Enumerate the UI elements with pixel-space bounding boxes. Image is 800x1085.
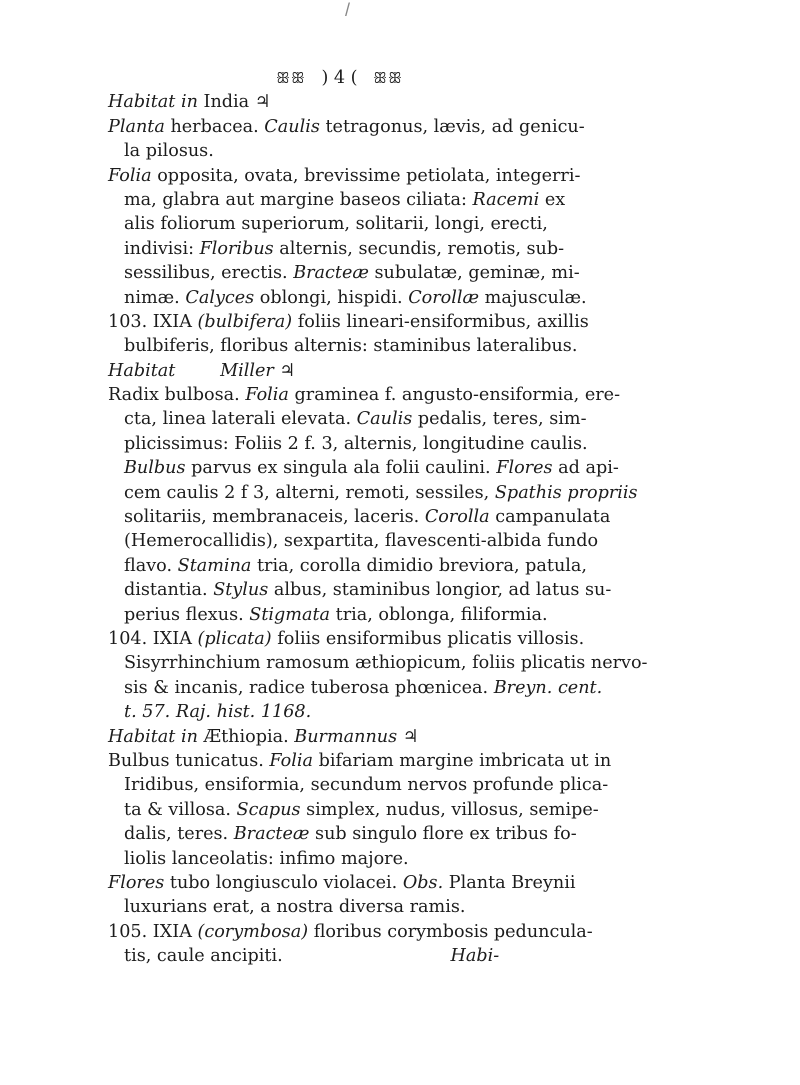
text-run: (bulbifera): [197, 311, 298, 332]
text-run: sub singulo flore ex tribus fo-: [315, 824, 577, 845]
text-run: Caulis: [356, 409, 418, 430]
text-line: [108, 920, 750, 944]
text-run: Bulbus tunicatus.: [108, 750, 270, 771]
text-run: indivisi:: [124, 238, 200, 259]
page-header: [108, 66, 750, 90]
text-line: [108, 90, 750, 114]
text-run: Racemi: [472, 189, 545, 210]
text-run: tubo longiusculo violacei.: [169, 872, 403, 893]
text-run: Flores: [496, 458, 559, 479]
text-run: Habi-: [450, 946, 500, 967]
text-run: Planta Breynii: [448, 872, 576, 893]
text-run: luxurians erat, a nostra diversa ramis.: [124, 897, 466, 918]
text-run: Sisyrrhinchium ramosum æthiopicum, foliis plicatis nervo-: [124, 653, 648, 674]
text-run: (plicata): [197, 628, 278, 649]
text-run: simplex, nudus, villosus, semipe-: [306, 799, 599, 820]
text-line: [108, 627, 750, 651]
text-run: Breyn. cent.: [493, 677, 603, 698]
text-run: Obs.: [402, 872, 449, 893]
text-line: [108, 237, 750, 261]
text-run: albus, staminibus longior, ad latus su-: [273, 580, 612, 601]
header-ornament-left: ꕥꕥ: [276, 69, 306, 87]
text-run: Corolla: [424, 507, 496, 528]
text-run: Stylus: [213, 580, 274, 601]
text-run: nimæ.: [124, 287, 186, 308]
text-line: [108, 676, 750, 700]
text-line: [108, 822, 750, 846]
text-run: bulbiferis, floribus alternis: staminibus lateralibus.: [124, 336, 578, 357]
text-line: [108, 334, 750, 358]
text-run: herbacea.: [170, 116, 265, 137]
text-run: Habitat in: [108, 726, 204, 747]
text-run: Spathis propriis: [494, 482, 638, 503]
page-edge-mark: /: [345, 0, 351, 20]
page-number: ) 4 (: [321, 68, 358, 88]
text-run: oblongi, hispidi.: [259, 287, 409, 308]
text-run: ad api-: [558, 458, 619, 479]
text-run: dalis, teres.: [124, 824, 234, 845]
text-run: tria, corolla dimidio breviora, patula,: [256, 555, 588, 576]
text-run: ex: [544, 189, 566, 210]
text-run: t. 57. Raj. hist. 1168.: [124, 702, 312, 723]
text-run: Calyces: [185, 287, 260, 308]
text-run: Bracteæ: [233, 824, 316, 845]
text-line: [108, 115, 750, 139]
text-run: Radix bulbosa.: [108, 385, 246, 406]
text-run: foliis ensiformibus plicatis villosis.: [277, 628, 585, 649]
text-run: Habitat Miller: [108, 360, 280, 381]
text-run: campanulata: [495, 507, 611, 528]
text-run: alis foliorum superiorum, solitarii, longi, erecti,: [124, 214, 548, 235]
text-run: graminea f. angusto-ensiformia, ere-: [294, 385, 621, 406]
text-line: [108, 847, 750, 871]
book-page: [108, 66, 750, 968]
text-line: [108, 578, 750, 602]
text-run: ma, glabra aut margine baseos ciliata:: [124, 189, 473, 210]
text-run: opposita, ovata, brevissime petiolata, integerri-: [157, 165, 581, 186]
text-line: [108, 725, 750, 749]
text-line: [108, 188, 750, 212]
text-line: [108, 871, 750, 895]
text-run: tetragonus, lævis, ad genicu-: [325, 116, 585, 137]
text-run: Scapus: [236, 799, 307, 820]
text-line: [108, 798, 750, 822]
text-body: [108, 90, 750, 968]
text-run: cem caulis 2 f 3, alterni, remoti, sessiles,: [124, 482, 495, 503]
text-run: Folia: [245, 385, 295, 406]
text-line: [108, 944, 750, 968]
text-line: [108, 407, 750, 431]
text-line: [108, 529, 750, 553]
text-run: tis, caule ancipiti.: [124, 946, 451, 967]
text-line: [108, 212, 750, 236]
text-run: ♃: [279, 360, 296, 381]
text-run: sis & incanis, radice tuberosa phœnicea.: [124, 677, 494, 698]
text-run: (Hemerocallidis), sexpartita, flavescenti-albida fundo: [124, 531, 599, 552]
text-run: Stamina: [177, 555, 257, 576]
text-run: tria, oblonga, filiformia.: [335, 604, 548, 625]
text-line: [108, 773, 750, 797]
text-line: [108, 554, 750, 578]
text-run: India: [203, 92, 255, 113]
text-run: alternis, secundis, remotis, sub-: [279, 238, 565, 259]
text-line: [108, 310, 750, 334]
text-run: cta, linea laterali elevata.: [124, 409, 357, 430]
text-run: Caulis: [264, 116, 326, 137]
text-line: [108, 286, 750, 310]
text-run: Iridibus, ensiformia, secundum nervos profunde plica-: [124, 775, 609, 796]
text-run: Corollæ: [408, 287, 485, 308]
text-run: 104. IXIA: [108, 628, 198, 649]
text-run: (corymbosa): [197, 921, 314, 942]
text-line: [108, 651, 750, 675]
text-line: [108, 261, 750, 285]
text-run: flavo.: [124, 555, 178, 576]
text-line: [108, 603, 750, 627]
text-line: [108, 481, 750, 505]
text-run: majusculæ.: [484, 287, 587, 308]
text-run: perius flexus.: [124, 604, 250, 625]
text-run: subulatæ, geminæ, mi-: [374, 263, 580, 284]
text-run: Æthiopia.: [203, 726, 295, 747]
text-run: Flores: [108, 872, 170, 893]
text-run: Bulbus: [124, 458, 192, 479]
text-run: Planta: [108, 116, 171, 137]
text-run: Bracteæ: [293, 263, 375, 284]
text-run: bifariam margine imbricata ut in: [318, 750, 612, 771]
text-run: ♃: [254, 92, 271, 113]
text-run: Habitat in: [108, 92, 204, 113]
text-run: pedalis, teres, sim-: [417, 409, 587, 430]
text-line: [108, 432, 750, 456]
text-run: Folia: [269, 750, 319, 771]
text-line: [108, 456, 750, 480]
text-run: sessilibus, erectis.: [124, 263, 294, 284]
text-line: [108, 383, 750, 407]
text-line: [108, 359, 750, 383]
text-run: foliis lineari-ensiformibus, axillis: [297, 311, 589, 332]
text-run: liolis lanceolatis: infimo majore.: [124, 848, 409, 869]
header-ornament-right: ꕥꕥ: [373, 69, 403, 87]
text-line: [108, 700, 750, 724]
text-line: [108, 749, 750, 773]
text-run: 105. IXIA: [108, 921, 198, 942]
text-run: plicissimus: Foliis 2 f. 3, alternis, longitudine caulis.: [124, 433, 588, 454]
text-run: floribus corymbosis peduncula-: [313, 921, 593, 942]
text-run: Floribus: [199, 238, 280, 259]
text-line: [108, 164, 750, 188]
text-run: distantia.: [124, 580, 214, 601]
text-line: [108, 139, 750, 163]
text-line: [108, 895, 750, 919]
text-run: Folia: [108, 165, 158, 186]
text-line: [108, 505, 750, 529]
text-run: ta & villosa.: [124, 799, 237, 820]
text-run: 103. IXIA: [108, 311, 198, 332]
text-run: parvus ex singula ala folii caulini.: [191, 458, 497, 479]
text-run: la pilosus.: [124, 141, 214, 162]
text-run: ♃: [402, 726, 419, 747]
text-run: Burmannus: [294, 726, 403, 747]
text-run: Stigmata: [249, 604, 336, 625]
text-run: solitariis, membranaceis, laceris.: [124, 507, 425, 528]
